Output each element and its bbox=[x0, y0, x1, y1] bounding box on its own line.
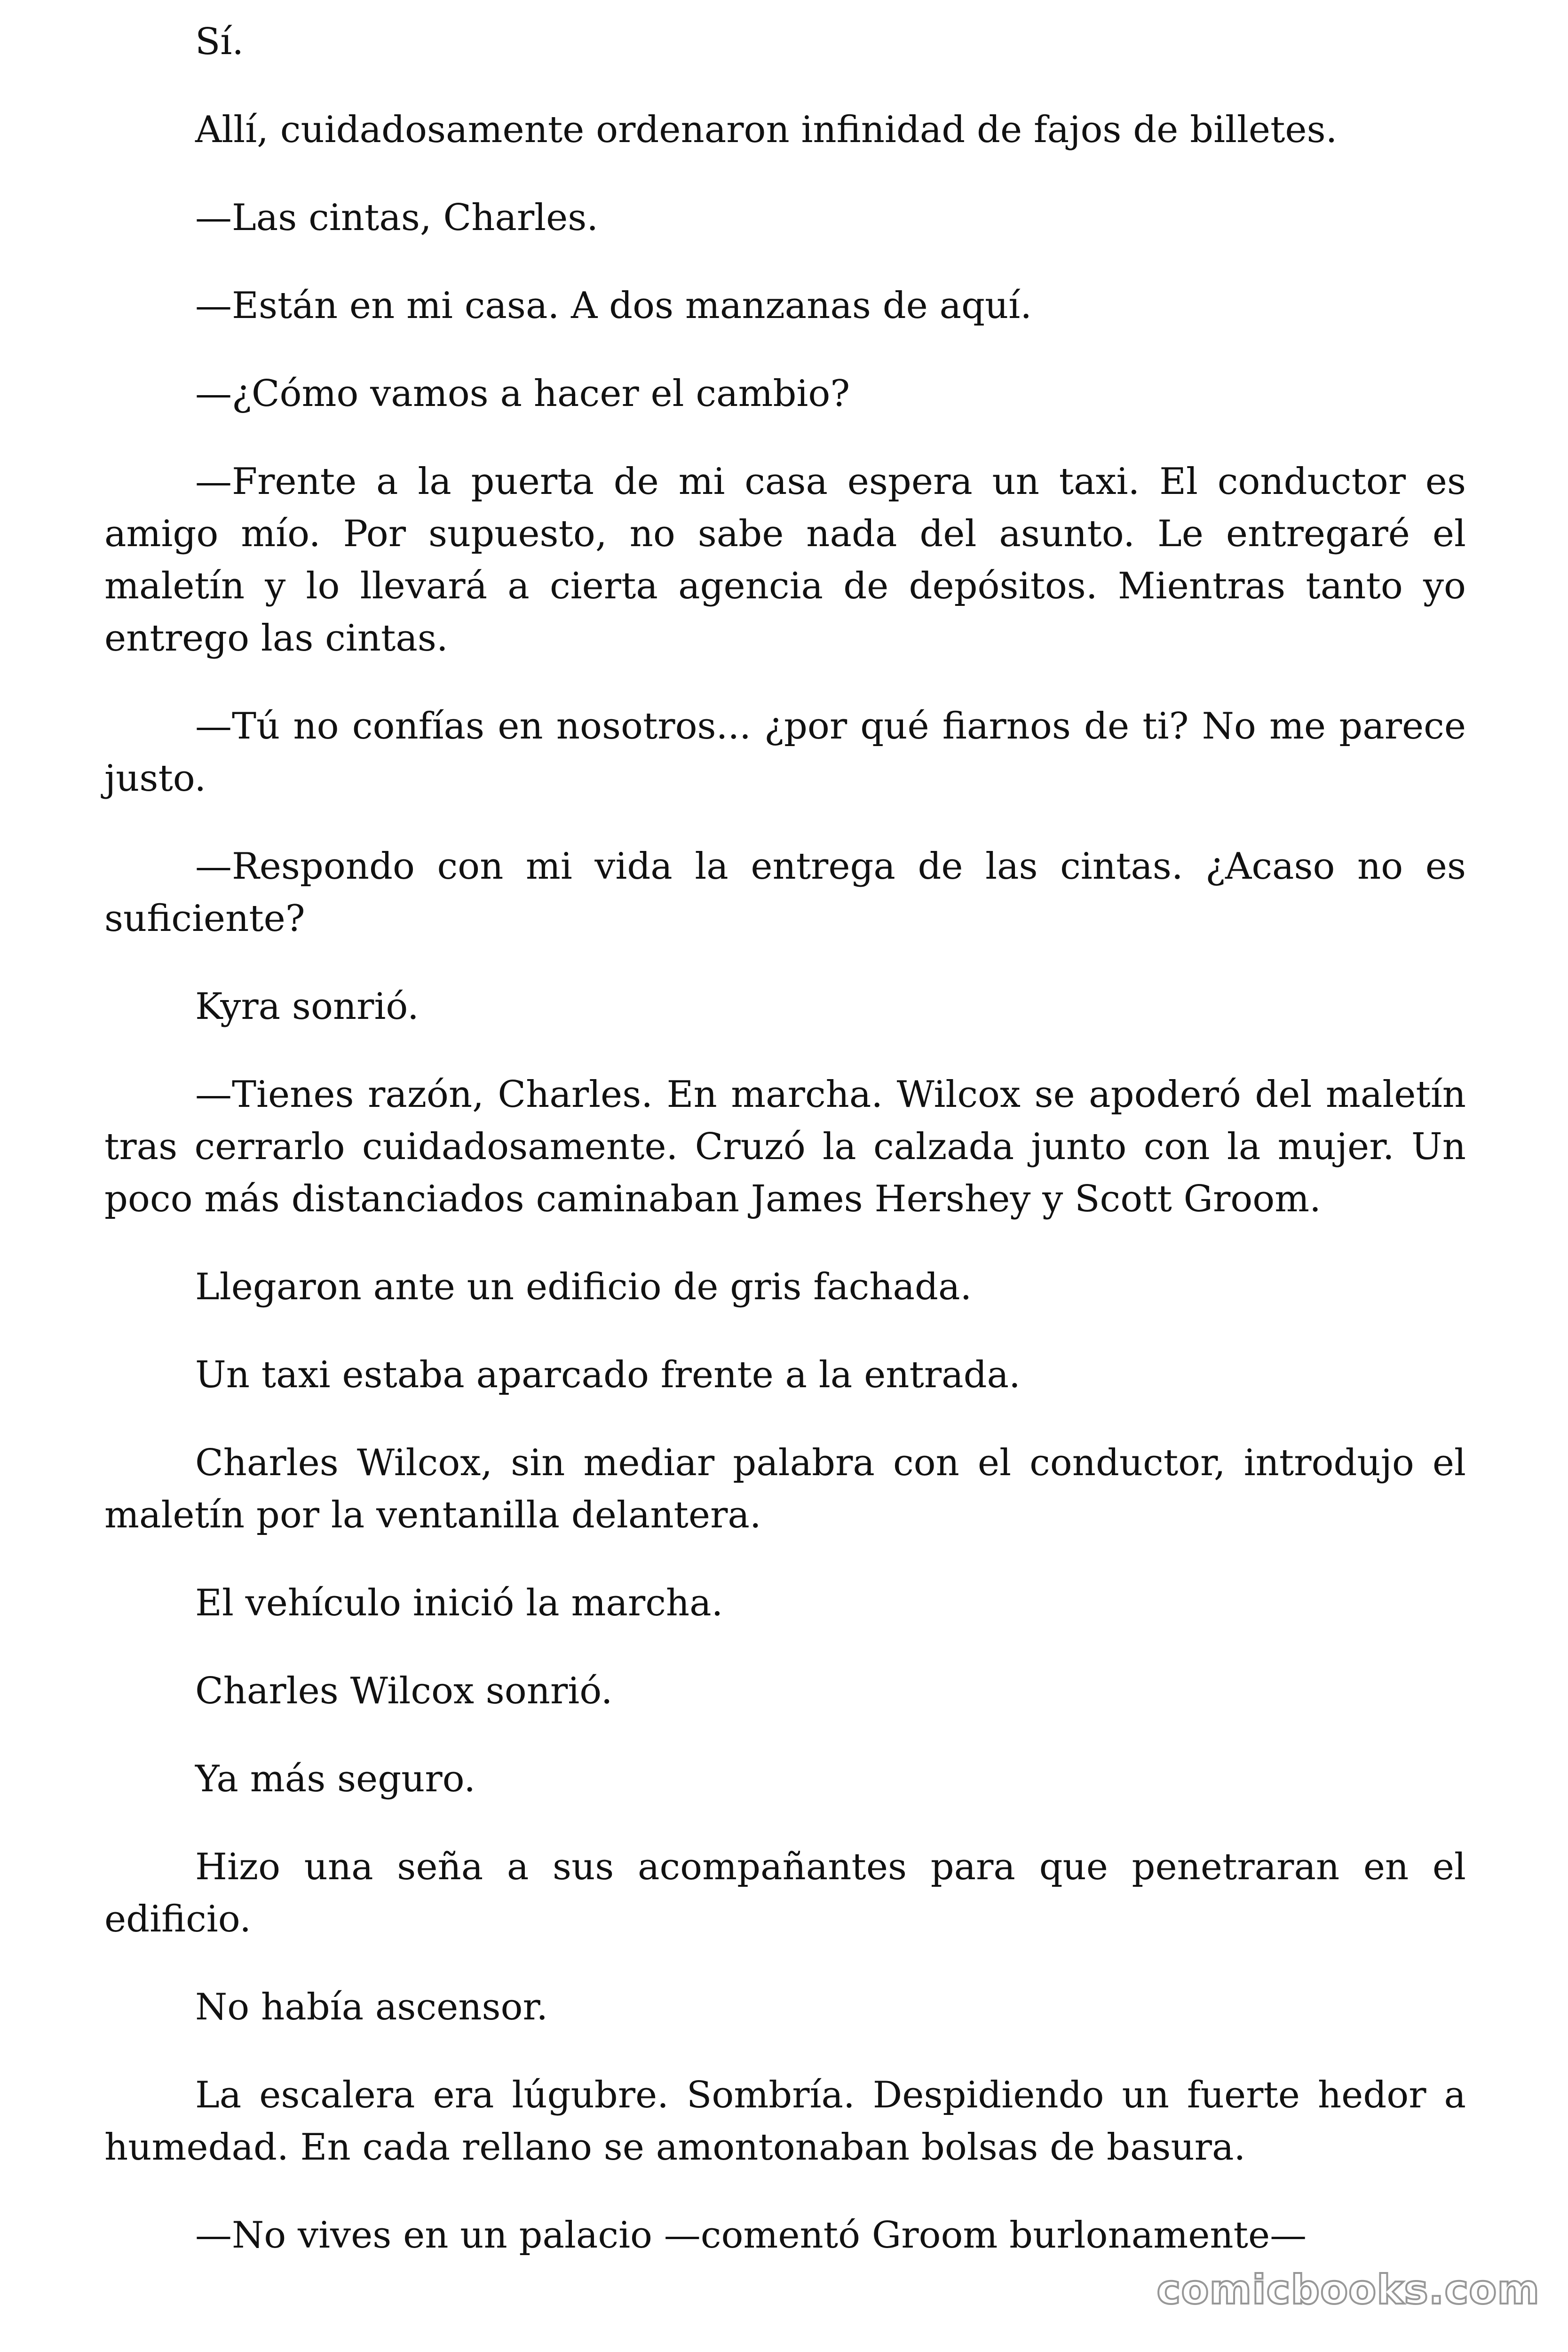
paragraph: No había ascensor. bbox=[195, 1986, 548, 2028]
paragraph: Sí. bbox=[195, 21, 244, 63]
paragraph: —Tú no confías en nosotros... ¿por qué fiarnos de ti? No me parece justo. bbox=[104, 705, 1466, 800]
paragraph: Hizo una seña a sus acompañantes para que penetraran en el edificio. bbox=[104, 1846, 1466, 1940]
page-text bbox=[104, 0, 1466, 2297]
paragraph: —Frente a la puerta de mi casa espera un taxi. El conductor es amigo mío. Por supuesto, no sabe nada del asunto. Le entregaré el maletín y lo llevará a cierta agencia de depósitos. Mientras tanto yo entrego las cintas. bbox=[104, 461, 1466, 660]
paragraph: —Respondo con mi vida la entrega de las cintas. ¿Acaso no es suficiente? bbox=[104, 845, 1466, 940]
paragraph: —Están en mi casa. A dos manzanas de aquí. bbox=[195, 285, 1032, 327]
paragraph: Ya más seguro. bbox=[195, 1758, 476, 1800]
paragraph: —¿Cómo vamos a hacer el cambio? bbox=[195, 373, 850, 415]
paragraph: Llegaron ante un edificio de gris fachada. bbox=[195, 1266, 972, 1308]
paragraph: —No vives en un palacio —comentó Groom burlonamente— bbox=[195, 2214, 1307, 2257]
watermark-logo: comicbooks.com bbox=[1156, 2266, 1540, 2313]
paragraph: —Las cintas, Charles. bbox=[195, 197, 599, 239]
paragraph: Charles Wilcox, sin mediar palabra con el conductor, introdujo el maletín por la ventanilla delantera. bbox=[104, 1442, 1466, 1536]
paragraph: Kyra sonrió. bbox=[195, 985, 419, 1028]
paragraph: Allí, cuidadosamente ordenaron infinidad de fajos de billetes. bbox=[195, 109, 1338, 151]
paragraph: Charles Wilcox sonrió. bbox=[195, 1670, 613, 1712]
paragraph: Un taxi estaba aparcado frente a la entrada. bbox=[195, 1354, 1021, 1396]
paragraph: La escalera era lúgubre. Sombría. Despidiendo un fuerte hedor a humedad. En cada rellano se amontonaban bolsas de basura. bbox=[104, 2074, 1466, 2169]
paragraph: —Tienes razón, Charles. En marcha. Wilcox se apoderó del maletín tras cerrarlo cuidadosamente. Cruzó la calzada junto con la mujer. Un poco más distanciados caminaban James Hershey y Scott Groom. bbox=[104, 1073, 1466, 1220]
paragraph: El vehículo inició la marcha. bbox=[195, 1582, 723, 1624]
